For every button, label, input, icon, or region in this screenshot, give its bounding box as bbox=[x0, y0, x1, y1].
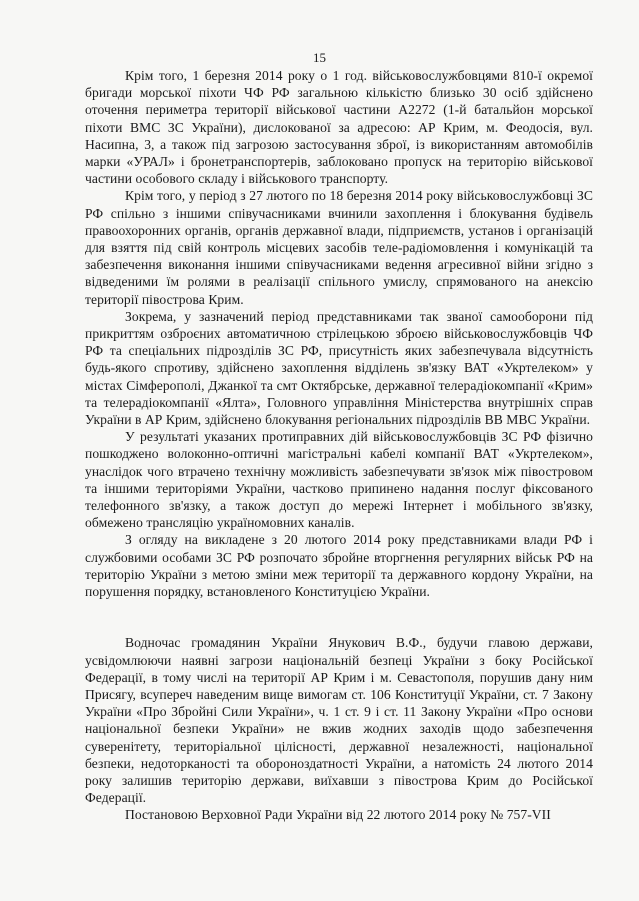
page-number: 15 bbox=[313, 50, 326, 65]
paragraph-1: Крім того, 1 березня 2014 року о 1 год. військовослужбовцями 810-ї окремої бригади морської піхоти ЧФ РФ загальною кількістю близько 30 осіб здійснено оточення периметра території військової частини А2272 (1-й батальйон морської піхоти ВМС ЗС України), дислокованої за адресою: АР Крим, м. Феодосія, вул. Насипна, 3, а також під загрозою застосування зброї, із використанням автомобілів марки «УРАЛ» і бронетранспортерів, заблоковано пропуск на територію військової частини особового складу і військового транспорту. bbox=[85, 68, 593, 187]
paragraph-5: З огляду на викладене з 20 лютого 2014 року представниками влади РФ і службовими особами ЗС РФ розпочато збройне вторгнення регулярних військ РФ на територію України з метою зміни меж території та державного кордону України, на порушення порядку, встановленого Конституцією України. bbox=[85, 532, 593, 600]
paragraph-3: Зокрема, у зазначений період представниками так званої самооборони під прикриттям озброєних автоматичною стрілецькою зброєю військовослужбовців ЧФ РФ та спеціальних підрозділів ЗС РФ, присутність яких забезпечувала відсутність будь-якого спротиву, здійснено захоплення відділень зв'язку ВАТ «Укртелеком» у містах Сімферополі, Джанкої та смт Октябрське, державної телерадіокомпанії «Крим» та телерадіокомпанії «Ялта», Головного управління Міністерства внутрішніх справ України в АР Крим, здійснено блокування регіональних підрозділів ВВ МВС України. bbox=[85, 308, 593, 428]
paragraph-7: Постановою Верховної Ради України від 22 лютого 2014 року № 757-VII bbox=[125, 807, 551, 823]
paragraph-4: У результаті указаних протиправних дій військовослужбовців ЗС РФ фізично пошкоджено волоконно-оптичні магістральні кабелі компанії ВАТ «Укртелеком», унаслідок чого втрачено технічну можливість забезпечувати зв'язок між півостровом та іншими територіями України, частково припинено надання послуг фіксованого телефонного зв'язку, а також доступ до мережі Інтернет і мобільного зв'язку, обмежено трансляцію україномовних каналів. bbox=[85, 429, 593, 531]
document-body bbox=[85, 67, 593, 824]
paragraph-6: Водночас громадянин України Янукович В.Ф., будучи главою держави, усвідомлюючи наявні загрози національній безпеці України з боку Російської Федерації, в тому числі на території АР Крим і м. Севастополя, порушив дану ним Присягу, всупереч наведеним вище вимогам ст. 106 Конституції України, ст. 7 Закону України «Про Збройні Сили України», ч. 1 ст. 9 і ст. 11 Закону України «Про основи національної безпеки України» не вжив жодних заходів щодо забезпечення суверенітету, територіальної цілісності, державної незалежності, національної безпеки, недоторканості та обороноздатності України, а натомість 24 лютого 2014 року залишив територію держави, виїхавши з півострова Крим до Російської Федерації. bbox=[85, 635, 593, 806]
paragraph-2: Крім того, у період з 27 лютого по 18 березня 2014 року військовослужбовці ЗС РФ спільно з іншими співучасниками вчинили захоплення і блокування будівель правоохоронних органів, органів державної влади, підприємств, установ і організацій для взяття під свій контроль місцевих засобів теле-радіомовлення і комунікацій та забезпечення виконання іншими співучасниками ведення агресивної війни згідно з відведеними їм ролями в реалізації спільного умислу, спрямованого на анексію території півострова Крим. bbox=[85, 188, 593, 307]
